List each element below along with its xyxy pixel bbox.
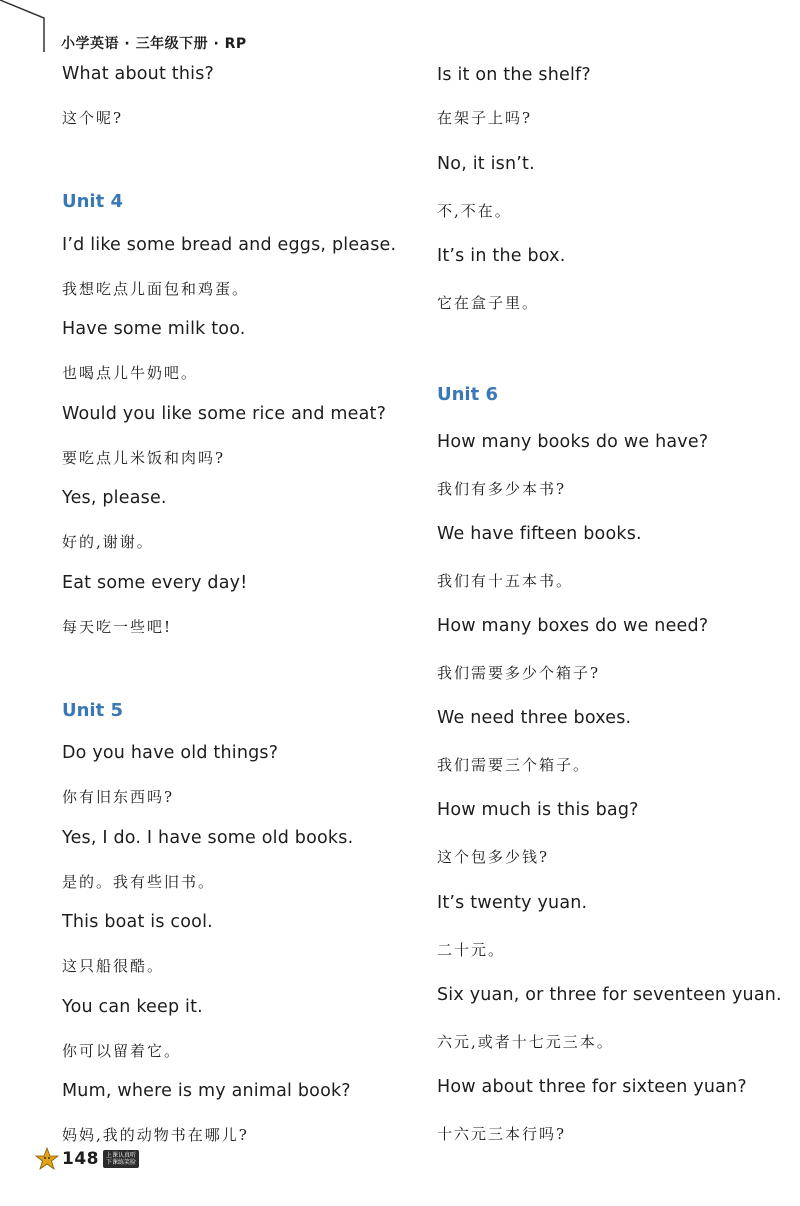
sentence-en: Do you have old things?	[62, 743, 279, 763]
sentence-zh: 我们需要多少个箱子?	[437, 664, 601, 682]
sentence-zh: 每天吃一些吧!	[62, 618, 173, 636]
sentence-zh: 我们需要三个箱子。	[437, 756, 591, 774]
sentence-zh: 好的,谢谢。	[62, 533, 154, 551]
sentence-en: We have fifteen books.	[437, 524, 642, 544]
sentence-zh: 它在盒子里。	[437, 294, 540, 312]
sentence-zh: 我们有十五本书。	[437, 572, 574, 590]
sentence-en: Have some milk too.	[62, 319, 246, 339]
footer-slogan	[103, 1150, 139, 1168]
unit-heading: Unit 6	[437, 384, 498, 405]
sentence-zh: 六元,或者十七元三本。	[437, 1033, 614, 1051]
slogan-line: 上课认真听	[106, 1152, 137, 1159]
sentence-en: Yes, please.	[62, 488, 167, 508]
sentence-zh: 这个包多少钱?	[437, 848, 550, 866]
sentence-zh: 要吃点儿米饭和肉吗?	[62, 449, 226, 467]
sentence-zh: 是的。我有些旧书。	[62, 873, 216, 891]
sentence-zh: 你有旧东西吗?	[62, 788, 175, 806]
sentence-en: This boat is cool.	[62, 912, 213, 932]
sentence-zh: 十六元三本行吗?	[437, 1125, 567, 1143]
sentence-en: Mum, where is my animal book?	[62, 1081, 351, 1101]
unit-heading: Unit 5	[62, 700, 123, 721]
sentence-en: I’d like some bread and eggs, please.	[62, 235, 397, 255]
sentence-en: Would you like some rice and meat?	[62, 404, 387, 424]
sentence-en: Is it on the shelf?	[437, 65, 591, 85]
sentence-en: How about three for sixteen yuan?	[437, 1077, 747, 1097]
sentence-en: No, it isn’t.	[437, 154, 535, 174]
sentence-en: How much is this bag?	[437, 800, 639, 820]
corner-decoration	[0, 0, 60, 60]
unit-heading: Unit 4	[62, 191, 123, 212]
sentence-en: Eat some every day!	[62, 573, 248, 593]
sentence-en: We need three boxes.	[437, 708, 632, 728]
sentence-zh: 不,不在。	[437, 202, 512, 220]
sentence-en: Yes, I do. I have some old books.	[62, 828, 354, 848]
sentence-en: Six yuan, or three for seventeen yuan.	[437, 985, 782, 1005]
sentence-zh: 也喝点儿牛奶吧。	[62, 364, 199, 382]
page-number: 148	[62, 1149, 99, 1169]
sentence-zh: 我们有多少本书?	[437, 480, 567, 498]
sentence-zh: 这只船很酷。	[62, 957, 165, 975]
page-header: 小学英语 · 三年级下册 · RP	[61, 36, 247, 52]
star-icon	[35, 1147, 59, 1171]
sentence-en: How many boxes do we need?	[437, 616, 709, 636]
sentence-en: How many books do we have?	[437, 432, 709, 452]
sentence-zh: 这个呢?	[62, 109, 124, 127]
sentence-zh: 你可以留着它。	[62, 1042, 182, 1060]
sentence-zh: 我想吃点儿面包和鸡蛋。	[62, 280, 250, 298]
sentence-en: You can keep it.	[62, 997, 203, 1017]
sentence-zh: 在架子上吗?	[437, 109, 533, 127]
sentence-en: It’s twenty yuan.	[437, 893, 588, 913]
sentence-zh: 二十元。	[437, 941, 506, 959]
page-footer	[35, 1147, 139, 1171]
sentence-zh: 妈妈,我的动物书在哪儿?	[62, 1126, 249, 1144]
slogan-line: 下课练笑脸	[106, 1159, 137, 1166]
sentence-en: What about this?	[62, 64, 215, 84]
sentence-en: It’s in the box.	[437, 246, 566, 266]
